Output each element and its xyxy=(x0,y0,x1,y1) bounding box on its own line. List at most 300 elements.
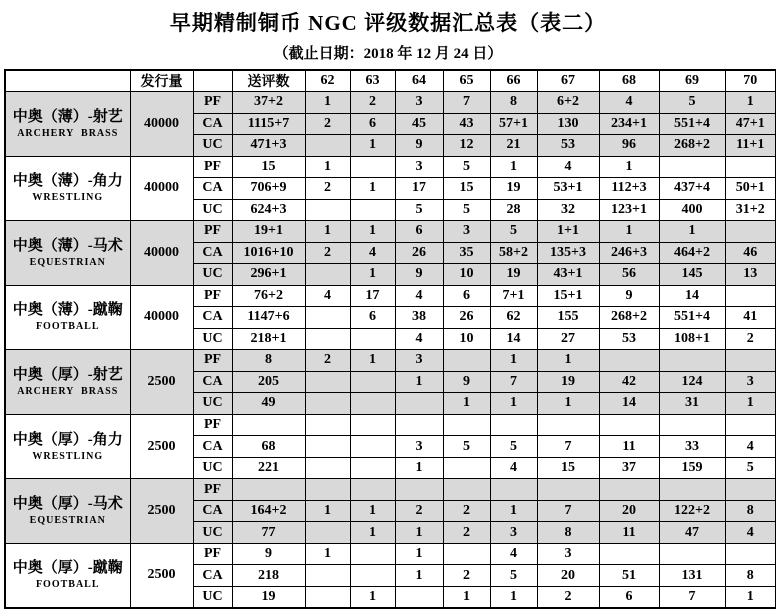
grade-65-count-cell: 26 xyxy=(443,307,490,329)
grade-62-count-cell xyxy=(305,307,350,329)
submitted-count-cell: 296+1 xyxy=(232,264,305,286)
grade-62-count-cell xyxy=(305,135,350,157)
grade-65-count-cell: 7 xyxy=(443,92,490,114)
submitted-count-cell: 49 xyxy=(232,393,305,415)
group-name-cn: 中奥（薄）-蹴鞠 xyxy=(12,302,123,319)
submitted-count-cell: 9 xyxy=(232,543,305,565)
table-row xyxy=(5,92,776,114)
grade-70-count-cell: 3 xyxy=(725,371,776,393)
grade-69-count-cell: 131 xyxy=(659,565,725,587)
grading-summary-table xyxy=(4,69,776,609)
grade-64-count-cell: 4 xyxy=(395,328,443,350)
table-body xyxy=(5,92,776,609)
grade-67-count-cell: 43+1 xyxy=(537,264,599,286)
grade-63-count-cell: 1 xyxy=(350,500,395,522)
grade-63-count-cell: 1 xyxy=(350,135,395,157)
grade-64-count-cell: 45 xyxy=(395,113,443,135)
grade-68-count-cell: 123+1 xyxy=(599,199,659,221)
submitted-count-cell: 19+1 xyxy=(232,221,305,243)
grade-65-count-cell: 10 xyxy=(443,328,490,350)
table-row xyxy=(5,221,776,243)
grade-68-count-cell: 1 xyxy=(599,221,659,243)
grade-66-count-cell: 21 xyxy=(490,135,537,157)
grade-62-count-cell xyxy=(305,264,350,286)
grade-70-count-cell: 8 xyxy=(725,500,776,522)
submitted-count-cell: 68 xyxy=(232,436,305,458)
grade-64-count-cell: 6 xyxy=(395,221,443,243)
grade-score-header-69: 69 xyxy=(659,70,725,92)
grade-63-count-cell xyxy=(350,393,395,415)
grade-64-count-cell: 3 xyxy=(395,436,443,458)
group-label-cell xyxy=(5,221,130,286)
mintage-cell: 2500 xyxy=(130,479,193,544)
table-row xyxy=(5,285,776,307)
grade-64-count-cell: 3 xyxy=(395,156,443,178)
grade-type-cell: PF xyxy=(193,285,232,307)
grade-62-count-cell xyxy=(305,457,350,479)
grade-67-count-cell: 20 xyxy=(537,565,599,587)
page-title: 早期精制铜币 NGC 评级数据汇总表（表二） xyxy=(169,11,607,35)
grade-69-count-cell: 47 xyxy=(659,522,725,544)
grade-69-count-cell xyxy=(659,156,725,178)
grade-66-count-cell: 7+1 xyxy=(490,285,537,307)
group-label-cell xyxy=(5,479,130,544)
grade-type-cell: UC xyxy=(193,586,232,608)
grade-67-count-cell: 32 xyxy=(537,199,599,221)
group-name-en: ARCHERY BRASS xyxy=(17,127,119,139)
grade-63-count-cell: 1 xyxy=(350,522,395,544)
grade-69-count-cell: 33 xyxy=(659,436,725,458)
grade-64-count-cell: 17 xyxy=(395,178,443,200)
grade-62-count-cell xyxy=(305,414,350,436)
group-name-cn: 中奥（薄）-射艺 xyxy=(12,108,123,125)
grade-69-count-cell: 122+2 xyxy=(659,500,725,522)
grade-67-count-cell: 155 xyxy=(537,307,599,329)
grade-type-cell: PF xyxy=(193,350,232,372)
grade-63-count-cell xyxy=(350,156,395,178)
submitted-count-cell xyxy=(232,479,305,501)
grade-62-count-cell: 4 xyxy=(305,285,350,307)
grade-65-count-cell: 2 xyxy=(443,565,490,587)
grade-64-count-cell: 9 xyxy=(395,264,443,286)
grade-69-count-cell xyxy=(659,414,725,436)
grade-62-count-cell: 2 xyxy=(305,350,350,372)
grade-70-count-cell: 13 xyxy=(725,264,776,286)
grade-68-count-cell: 14 xyxy=(599,393,659,415)
grade-68-count-cell: 42 xyxy=(599,371,659,393)
grade-62-count-cell: 1 xyxy=(305,500,350,522)
grade-68-count-cell: 11 xyxy=(599,522,659,544)
group-name-en: FOOTBALL xyxy=(35,321,100,333)
submitted-count-cell: 221 xyxy=(232,457,305,479)
grade-68-count-cell: 37 xyxy=(599,457,659,479)
grade-68-count-cell: 234+1 xyxy=(599,113,659,135)
grade-68-count-cell: 11 xyxy=(599,436,659,458)
grade-69-count-cell xyxy=(659,543,725,565)
submitted-count-cell: 76+2 xyxy=(232,285,305,307)
grade-62-count-cell xyxy=(305,586,350,608)
grade-68-count-cell: 96 xyxy=(599,135,659,157)
grade-type-cell: CA xyxy=(193,178,232,200)
grade-68-count-cell: 112+3 xyxy=(599,178,659,200)
grade-65-count-cell: 15 xyxy=(443,178,490,200)
grade-64-count-cell: 3 xyxy=(395,92,443,114)
grade-67-count-cell: 7 xyxy=(537,436,599,458)
grade-65-count-cell: 35 xyxy=(443,242,490,264)
grade-score-header-66: 66 xyxy=(490,70,537,92)
grade-70-count-cell: 46 xyxy=(725,242,776,264)
grade-type-cell: UC xyxy=(193,457,232,479)
grade-66-count-cell xyxy=(490,414,537,436)
grade-68-count-cell: 9 xyxy=(599,285,659,307)
grade-67-count-cell: 7 xyxy=(537,500,599,522)
grade-70-count-cell xyxy=(725,414,776,436)
grade-68-count-cell: 4 xyxy=(599,92,659,114)
grade-69-count-cell xyxy=(659,479,725,501)
grade-63-count-cell: 6 xyxy=(350,307,395,329)
grade-64-count-cell: 26 xyxy=(395,242,443,264)
grade-67-count-cell: 1 xyxy=(537,393,599,415)
grade-68-count-cell: 53 xyxy=(599,328,659,350)
grade-67-count-cell: 1+1 xyxy=(537,221,599,243)
grade-65-count-cell: 43 xyxy=(443,113,490,135)
grade-62-count-cell: 1 xyxy=(305,92,350,114)
grade-66-count-cell: 1 xyxy=(490,393,537,415)
grade-66-count-cell: 1 xyxy=(490,500,537,522)
grade-69-count-cell: 31 xyxy=(659,393,725,415)
grade-66-count-cell: 7 xyxy=(490,371,537,393)
grade-68-count-cell xyxy=(599,479,659,501)
grade-67-count-cell: 130 xyxy=(537,113,599,135)
grade-63-count-cell: 17 xyxy=(350,285,395,307)
submitted-count-cell: 706+9 xyxy=(232,178,305,200)
grade-70-count-cell: 1 xyxy=(725,393,776,415)
grade-70-count-cell xyxy=(725,479,776,501)
grade-63-count-cell xyxy=(350,436,395,458)
grade-65-count-cell: 12 xyxy=(443,135,490,157)
grade-type-cell: UC xyxy=(193,328,232,350)
group-label-cell xyxy=(5,350,130,415)
page-subtitle: （截止日期：2018 年 12 月 24 日） xyxy=(273,46,503,62)
grade-69-count-cell: 437+4 xyxy=(659,178,725,200)
grade-type-cell: PF xyxy=(193,156,232,178)
grade-type-cell: CA xyxy=(193,242,232,264)
group-name-en: WRESTLING xyxy=(32,192,104,204)
grade-66-count-cell: 4 xyxy=(490,543,537,565)
grade-69-count-cell: 1 xyxy=(659,221,725,243)
mintage-cell: 2500 xyxy=(130,543,193,608)
grade-70-count-cell xyxy=(725,350,776,372)
grade-67-count-cell: 6+2 xyxy=(537,92,599,114)
table-row xyxy=(5,156,776,178)
submitted-count-cell: 15 xyxy=(232,156,305,178)
grade-66-count-cell: 28 xyxy=(490,199,537,221)
grade-65-count-cell: 3 xyxy=(443,221,490,243)
group-label-cell xyxy=(5,285,130,350)
grade-66-count-cell: 1 xyxy=(490,586,537,608)
grade-64-count-cell: 1 xyxy=(395,371,443,393)
grade-65-count-cell: 5 xyxy=(443,156,490,178)
grade-67-count-cell: 53+1 xyxy=(537,178,599,200)
grade-67-count-cell: 2 xyxy=(537,586,599,608)
grade-70-count-cell: 4 xyxy=(725,436,776,458)
grade-66-count-cell: 8 xyxy=(490,92,537,114)
grade-type-cell: PF xyxy=(193,479,232,501)
submitted-count-cell: 1016+10 xyxy=(232,242,305,264)
grade-70-count-cell: 1 xyxy=(725,586,776,608)
group-name-cn: 中奥（薄）-角力 xyxy=(12,173,123,190)
grade-67-count-cell: 135+3 xyxy=(537,242,599,264)
grade-type-cell: PF xyxy=(193,543,232,565)
grade-66-count-cell: 5 xyxy=(490,436,537,458)
grade-67-count-cell: 15 xyxy=(537,457,599,479)
grade-64-count-cell: 5 xyxy=(395,199,443,221)
submitted-count-cell: 37+2 xyxy=(232,92,305,114)
grade-62-count-cell: 1 xyxy=(305,156,350,178)
grade-66-count-cell: 62 xyxy=(490,307,537,329)
grade-63-count-cell: 1 xyxy=(350,350,395,372)
submitted-count-cell: 1115+7 xyxy=(232,113,305,135)
grade-67-count-cell xyxy=(537,414,599,436)
grade-67-count-cell: 53 xyxy=(537,135,599,157)
grade-69-count-cell: 5 xyxy=(659,92,725,114)
grade-69-count-cell: 268+2 xyxy=(659,135,725,157)
grade-69-count-cell: 551+4 xyxy=(659,113,725,135)
grade-68-count-cell: 6 xyxy=(599,586,659,608)
grade-65-count-cell xyxy=(443,457,490,479)
grade-type-cell: UC xyxy=(193,199,232,221)
grade-62-count-cell: 2 xyxy=(305,178,350,200)
grade-score-header-64: 64 xyxy=(395,70,443,92)
group-name-cn: 中奥（厚）-蹴鞠 xyxy=(12,560,123,577)
grade-66-count-cell: 5 xyxy=(490,221,537,243)
table-header xyxy=(5,70,776,92)
grade-type-empty-header xyxy=(193,70,232,92)
grade-62-count-cell: 2 xyxy=(305,242,350,264)
grade-type-cell: PF xyxy=(193,414,232,436)
table-row xyxy=(5,479,776,501)
grade-63-count-cell: 1 xyxy=(350,586,395,608)
grade-66-count-cell xyxy=(490,479,537,501)
grade-64-count-cell: 9 xyxy=(395,135,443,157)
grade-70-count-cell xyxy=(725,285,776,307)
grade-65-count-cell: 6 xyxy=(443,285,490,307)
grade-65-count-cell: 1 xyxy=(443,586,490,608)
grade-63-count-cell: 1 xyxy=(350,221,395,243)
mintage-cell: 40000 xyxy=(130,156,193,221)
grade-type-cell: CA xyxy=(193,371,232,393)
grade-70-count-cell: 50+1 xyxy=(725,178,776,200)
grade-68-count-cell: 51 xyxy=(599,565,659,587)
grade-64-count-cell xyxy=(395,414,443,436)
submitted-count-cell xyxy=(232,414,305,436)
group-label-cell xyxy=(5,543,130,608)
grade-65-count-cell xyxy=(443,350,490,372)
grade-63-count-cell: 1 xyxy=(350,178,395,200)
grade-70-count-cell: 47+1 xyxy=(725,113,776,135)
grade-type-cell: CA xyxy=(193,307,232,329)
grade-62-count-cell xyxy=(305,371,350,393)
grade-63-count-cell xyxy=(350,414,395,436)
grade-69-count-cell: 14 xyxy=(659,285,725,307)
issue-volume-header: 发行量 xyxy=(130,70,193,92)
grade-70-count-cell: 11+1 xyxy=(725,135,776,157)
grade-62-count-cell xyxy=(305,328,350,350)
grade-score-header-68: 68 xyxy=(599,70,659,92)
grade-64-count-cell: 1 xyxy=(395,522,443,544)
grade-70-count-cell xyxy=(725,156,776,178)
grade-66-count-cell: 57+1 xyxy=(490,113,537,135)
grade-69-count-cell: 159 xyxy=(659,457,725,479)
grade-69-count-cell: 464+2 xyxy=(659,242,725,264)
table-row xyxy=(5,543,776,565)
table-row xyxy=(5,350,776,372)
grade-63-count-cell: 6 xyxy=(350,113,395,135)
grade-63-count-cell: 2 xyxy=(350,92,395,114)
grade-65-count-cell: 2 xyxy=(443,500,490,522)
grade-69-count-cell: 7 xyxy=(659,586,725,608)
grade-64-count-cell: 2 xyxy=(395,500,443,522)
group-label-cell xyxy=(5,92,130,157)
submitted-count-cell: 1147+6 xyxy=(232,307,305,329)
grade-67-count-cell: 4 xyxy=(537,156,599,178)
group-name-cn: 中奥（厚）-射艺 xyxy=(12,366,123,383)
grade-70-count-cell: 31+2 xyxy=(725,199,776,221)
grade-67-count-cell: 1 xyxy=(537,350,599,372)
grade-63-count-cell xyxy=(350,371,395,393)
grade-67-count-cell: 15+1 xyxy=(537,285,599,307)
grade-64-count-cell xyxy=(395,479,443,501)
mintage-cell: 40000 xyxy=(130,221,193,286)
grade-70-count-cell xyxy=(725,221,776,243)
grade-67-count-cell: 19 xyxy=(537,371,599,393)
grade-68-count-cell: 1 xyxy=(599,156,659,178)
grade-62-count-cell: 2 xyxy=(305,113,350,135)
grade-63-count-cell: 4 xyxy=(350,242,395,264)
grade-70-count-cell: 5 xyxy=(725,457,776,479)
submitted-count-cell: 624+3 xyxy=(232,199,305,221)
grade-type-cell: UC xyxy=(193,135,232,157)
grade-64-count-cell xyxy=(395,586,443,608)
grade-65-count-cell xyxy=(443,543,490,565)
group-name-en: EQUESTRIAN xyxy=(29,256,106,268)
mintage-cell: 40000 xyxy=(130,92,193,157)
mintage-cell: 2500 xyxy=(130,414,193,479)
grade-66-count-cell: 19 xyxy=(490,264,537,286)
grade-68-count-cell xyxy=(599,414,659,436)
grade-70-count-cell: 4 xyxy=(725,522,776,544)
grade-68-count-cell xyxy=(599,543,659,565)
grade-66-count-cell: 58+2 xyxy=(490,242,537,264)
grade-62-count-cell xyxy=(305,393,350,415)
grade-64-count-cell: 4 xyxy=(395,285,443,307)
grade-62-count-cell: 1 xyxy=(305,221,350,243)
grade-type-cell: UC xyxy=(193,522,232,544)
group-name-cn: 中奥（厚）-马术 xyxy=(12,496,123,513)
grade-64-count-cell: 1 xyxy=(395,457,443,479)
grade-63-count-cell xyxy=(350,457,395,479)
grade-65-count-cell: 5 xyxy=(443,436,490,458)
grade-63-count-cell xyxy=(350,328,395,350)
mintage-cell: 40000 xyxy=(130,285,193,350)
grade-score-header-63: 63 xyxy=(350,70,395,92)
grade-62-count-cell xyxy=(305,436,350,458)
grade-62-count-cell: 1 xyxy=(305,543,350,565)
group-name-en: EQUESTRIAN xyxy=(29,515,106,527)
grade-69-count-cell: 124 xyxy=(659,371,725,393)
grade-type-cell: UC xyxy=(193,393,232,415)
grade-63-count-cell xyxy=(350,543,395,565)
group-name-en: ARCHERY BRASS xyxy=(17,385,119,397)
grade-69-count-cell: 400 xyxy=(659,199,725,221)
submitted-count-cell: 205 xyxy=(232,371,305,393)
grade-66-count-cell: 1 xyxy=(490,156,537,178)
group-name-en: FOOTBALL xyxy=(35,579,100,591)
grade-type-cell: UC xyxy=(193,264,232,286)
grade-64-count-cell xyxy=(395,393,443,415)
grade-62-count-cell xyxy=(305,522,350,544)
grade-63-count-cell xyxy=(350,565,395,587)
corner-empty-cell xyxy=(5,70,130,92)
grade-65-count-cell: 5 xyxy=(443,199,490,221)
grade-68-count-cell xyxy=(599,350,659,372)
grade-69-count-cell: 551+4 xyxy=(659,307,725,329)
grade-66-count-cell: 5 xyxy=(490,565,537,587)
group-name-en: WRESTLING xyxy=(32,450,104,462)
grade-70-count-cell: 8 xyxy=(725,565,776,587)
grade-70-count-cell xyxy=(725,543,776,565)
grade-66-count-cell: 3 xyxy=(490,522,537,544)
grade-score-header-67: 67 xyxy=(537,70,599,92)
grade-65-count-cell: 10 xyxy=(443,264,490,286)
grade-score-header-62: 62 xyxy=(305,70,350,92)
grade-type-cell: CA xyxy=(193,500,232,522)
grade-score-header-70: 70 xyxy=(725,70,776,92)
grade-68-count-cell: 20 xyxy=(599,500,659,522)
grade-66-count-cell: 4 xyxy=(490,457,537,479)
grade-67-count-cell: 27 xyxy=(537,328,599,350)
grade-64-count-cell: 1 xyxy=(395,565,443,587)
submitted-count-cell: 471+3 xyxy=(232,135,305,157)
grade-67-count-cell: 8 xyxy=(537,522,599,544)
grade-66-count-cell: 14 xyxy=(490,328,537,350)
grade-70-count-cell: 41 xyxy=(725,307,776,329)
table-row xyxy=(5,414,776,436)
mintage-cell: 2500 xyxy=(130,350,193,415)
group-label-cell xyxy=(5,156,130,221)
group-name-cn: 中奥（厚）-角力 xyxy=(12,431,123,448)
submitted-count-cell: 218+1 xyxy=(232,328,305,350)
submitted-count-header: 送评数 xyxy=(232,70,305,92)
grade-68-count-cell: 56 xyxy=(599,264,659,286)
submitted-count-cell: 218 xyxy=(232,565,305,587)
grade-66-count-cell: 1 xyxy=(490,350,537,372)
grade-69-count-cell: 108+1 xyxy=(659,328,725,350)
grade-64-count-cell: 3 xyxy=(395,350,443,372)
group-name-cn: 中奥（薄）-马术 xyxy=(12,237,123,254)
grade-69-count-cell: 145 xyxy=(659,264,725,286)
grade-70-count-cell: 1 xyxy=(725,92,776,114)
grade-64-count-cell: 1 xyxy=(395,543,443,565)
grade-65-count-cell: 9 xyxy=(443,371,490,393)
grade-62-count-cell xyxy=(305,565,350,587)
grade-69-count-cell xyxy=(659,350,725,372)
group-label-cell xyxy=(5,414,130,479)
grade-type-cell: PF xyxy=(193,92,232,114)
grade-67-count-cell xyxy=(537,479,599,501)
grade-type-cell: CA xyxy=(193,113,232,135)
grade-67-count-cell: 3 xyxy=(537,543,599,565)
